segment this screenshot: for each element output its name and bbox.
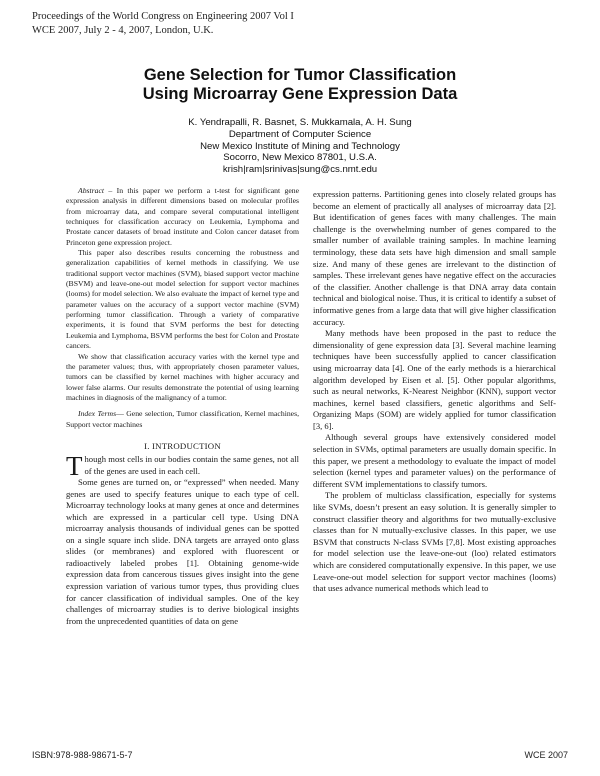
author-emails: krish|ram|srinivas|sung@cs.nmt.edu [222, 164, 378, 176]
right-paragraph-4: The problem of multiclass classification, especially for systems like SVMs, doesn’t present an easy solution. It is generally simpler to construct classifier theory and algorithms for two mutually-exclusive classes than for N mutually-exclusive classes. In this paper, we use BSVM that constructs N-class SVMs [7,8]. Most existing approaches for model selection use the leave-one-out (loo) related estimators which are considered computationally expensive. In this paper, we use Leave-one-out model selection for support vector machines (looms) that uses advance numerical methods which lead to [313, 490, 556, 594]
footer-conference: WCE 2007 [524, 750, 568, 760]
proceedings-header [32, 10, 294, 38]
index-terms-label: Index Terms [78, 409, 117, 419]
intro-paragraph-1 [66, 451, 299, 481]
title-line-1: Gene Selection for Tumor Classification [143, 66, 457, 84]
abstract [66, 186, 299, 430]
introduction [66, 451, 299, 627]
footer-isbn: ISBN:978-988-98671-5-7 [32, 750, 133, 760]
author-institute: New Mexico Institute of Mining and Technology [200, 140, 400, 152]
author-department: Department of Computer Science [228, 128, 372, 140]
intro-text-1: hough most cells in our bodies contain the same genes, not all of the genes are used in each cell. [84, 454, 299, 476]
right-paragraph-1: expression patterns. Partitioning genes into closely related groups has become an element of practically all analyses of microarray data [2]. But identification of genes faces with many challenges. The main challenge is the overwhelming number of genes compared to the smaller number of available training samples. In machine learning terminology, these data sets have high dimension and small sample size. And many of these genes are irrelevant to the distinction of samples. These irrelevant genes have negative effect on the accuracies of the classifier. Another challenge is that DNA array data contain technical and biological noise. Thus, it is critical to identify a subset of informative genes from a large data that will give higher classification accuracy. [313, 189, 556, 327]
abstract-paragraph-3: We show that classification accuracy varies with the kernel type and the parameter values; thus, with appropriately chosen parameter values, tumors can be classified by kernel machines with higher accuracy and lower false alarms. Our results demonstrate the potential of using learning machines in diagnosis of the malignancy of a tumor. [66, 351, 299, 402]
author-city: Socorro, New Mexico 87801, U.S.A. [223, 152, 377, 164]
drop-cap: T [66, 451, 83, 481]
index-terms-text: — Gene selection, Tumor classification, Kernel machines, Support vector machines [66, 409, 299, 429]
right-paragraph-2: Many methods have been proposed in the past to reduce the dimensionality of gene expression data [3]. Several machine learning techniques have been successfully applied to cancer classification using microarray data [4]. One of the early methods is a hierarchical algorithm developed by Eisen et al. [5]. Other popular algorithms, such as neural networks, K-Nearest Neighbor (KNN), support vector machines, kernel based classifiers, genetic algorithms and Self-Organizing Maps (SOM) are widely applied for tumor classification [3, 6]. [313, 328, 556, 431]
left-column [66, 186, 299, 627]
section-heading-introduction: I. INTRODUCTION [144, 440, 221, 451]
abstract-paragraph-2: This paper also describes results concerning the robustness and generalization capabilities of kernel methods in classifying. We use traditional support vector machines (SVM), biased support vector machine (BSVM) and leave-one-out model selection for support vector machines (looms) for model selection. We also evaluate the impact of kernel type and parameter values on the accuracy of a support vector machine (SVM) performing tumor classification. Through a variety of comparative experiments, it is found that SVM performs the best for detecting Leukemia and Lymphoma, BSVM performs the best for Colon and Prostate cancers. [66, 248, 299, 351]
author-names: K. Yendrapalli, R. Basnet, S. Mukkamala, A. H. Sung [188, 117, 412, 128]
index-terms [66, 409, 299, 430]
abstract-text-1: – In this paper we perform a t-test for significant gene expression analysis in different dimensions based on molecular profiles from microarray data, and compare several computational intelligent techniques for classification accuracy on Leukemia, Lymphoma and Prostate cancer datasets of broad institute and Colon cancer dataset from Princeton gene expression project. [66, 186, 299, 247]
author-block [0, 117, 600, 176]
abstract-label: Abstract [78, 186, 105, 195]
header-line-2: WCE 2007, July 2 - 4, 2007, London, U.K. [32, 25, 214, 36]
paper-title [0, 66, 600, 104]
abstract-paragraph-1 [66, 186, 299, 248]
header-line-1: Proceedings of the World Congress on Engineering 2007 Vol I [32, 11, 294, 22]
title-line-2: Using Microarray Gene Expression Data [142, 85, 458, 103]
intro-paragraph-2: Some genes are turned on, or “expressed” when needed. Many genes are used to specify features unique to each type of cell. Microarray technology looks at many genes at once and determines which are expressed in a particular cell type. Using DNA microarray analysis thousands of individual genes can be spotted on a single square inch slide. DNA targets are arrayed onto glass slides (or membranes) and explored with fluorescent or radioactively labeled probes [1]. Obtaining genome-wide expression data from cancerous tissues gives insight into the gene expression variation of various tumor types, thus providing clues for cancer classification of individual samples. One of the key challenges of microarray studies is to derive biological insights from the unprecedented quantities of data on gene [66, 477, 299, 626]
right-paragraph-3: Although several groups have extensively considered model selection in SVMs, optimal parameters are usually domain specific. In this paper, we present a methodology to evaluate the impact of model selection (kernel types and parameter values) on the performance of different SVM implementations to classify tumors. [313, 432, 556, 489]
right-column [313, 189, 556, 595]
